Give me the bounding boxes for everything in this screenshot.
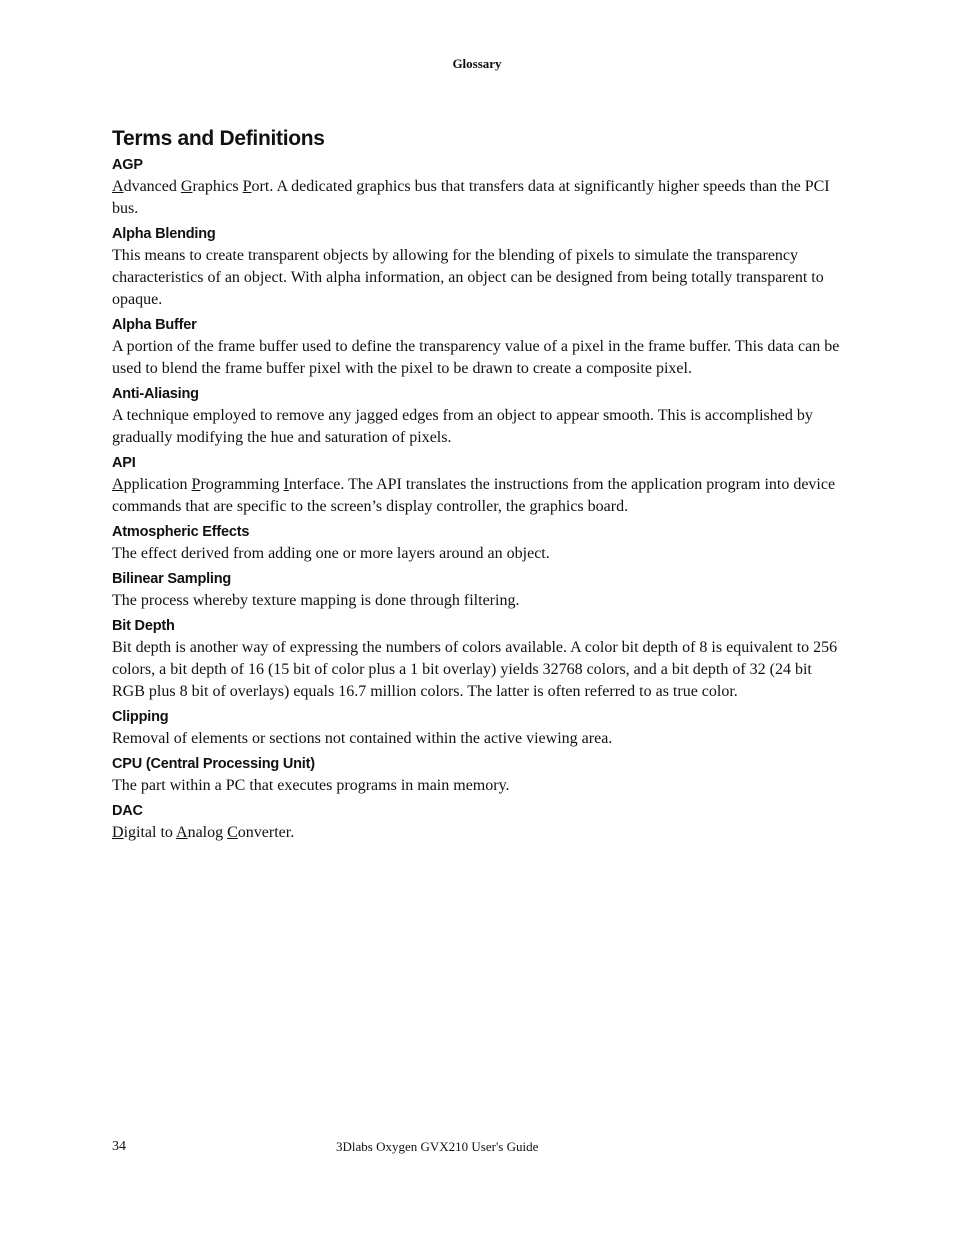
definition-text: nterface. The API translates the instructions from the application program into device commands that are specific to the screen’s display controller, the graphics board. xyxy=(112,476,836,515)
glossary-term: Bilinear Sampling xyxy=(112,571,232,587)
acronym-letter: P xyxy=(242,178,252,195)
acronym-letter: C xyxy=(227,824,238,841)
running-header xyxy=(0,56,954,72)
header-section-label: Glossary xyxy=(452,56,502,71)
glossary-definition xyxy=(112,590,842,612)
glossary-term: CPU (Central Processing Unit) xyxy=(112,756,315,772)
page-number: 34 xyxy=(112,1139,126,1154)
glossary-definition xyxy=(112,405,842,449)
guide-title: 3Dlabs Oxygen GVX210 User's Guide xyxy=(336,1139,539,1154)
definition-text: ort. A dedicated graphics bus that transfers data at significantly higher speeds than the PCI bus. xyxy=(112,178,830,217)
glossary-definition xyxy=(112,637,842,703)
acronym-letter: G xyxy=(180,178,193,195)
glossary-definition xyxy=(112,245,842,311)
acronym-letter: I xyxy=(283,476,289,493)
glossary-term: Clipping xyxy=(112,709,169,725)
definition-text: A portion of the frame buffer used to define the transparency value of a pixel in the frame buffer. This data can be used to blend the frame buffer pixel with the pixel to be drawn to create a composite pixel. xyxy=(112,338,840,377)
acronym-letter: A xyxy=(176,824,188,841)
glossary-definition xyxy=(112,176,842,220)
definition-text: A technique employed to remove any jagged edges from an object to appear smooth. This is accomplished by gradually modifying the hue and saturation of pixels. xyxy=(112,407,813,446)
definition-text: pplication xyxy=(123,476,192,493)
definition-text: The part within a PC that executes programs in main memory. xyxy=(112,777,510,794)
glossary-entries xyxy=(112,157,842,844)
acronym-letter: A xyxy=(112,178,124,195)
acronym-letter: P xyxy=(191,476,201,493)
definition-text: rogramming xyxy=(200,476,284,493)
glossary-definition xyxy=(112,543,842,565)
glossary-term: Atmospheric Effects xyxy=(112,524,250,540)
glossary-definition xyxy=(112,728,842,750)
glossary-term: Anti-Aliasing xyxy=(112,386,199,402)
definition-text: The process whereby texture mapping is done through filtering. xyxy=(112,592,520,609)
definition-text: raphics xyxy=(192,178,243,195)
glossary-definition xyxy=(112,336,842,380)
definition-text: The effect derived from adding one or more layers around an object. xyxy=(112,545,550,562)
glossary-term: Alpha Buffer xyxy=(112,317,197,333)
section-title: Terms and Definitions xyxy=(112,127,325,150)
glossary-term: AGP xyxy=(112,157,143,173)
definition-text: igital to xyxy=(123,824,177,841)
definition-text: Bit depth is another way of expressing the numbers of colors available. A color bit depth of 8 is equivalent to 256 colors, a bit depth of 16 (15 bit of color plus a 1 bit overlay) yields 32768 colors, and a bit depth of 32 (24 bit RGB plus 8 bit of overlays) equals 16.7 million colors. The latter is often referred to as true color. xyxy=(112,639,838,700)
glossary-term: API xyxy=(112,455,136,471)
glossary-definition xyxy=(112,775,842,797)
glossary-definition xyxy=(112,822,842,844)
definition-text: dvanced xyxy=(123,178,181,195)
definition-text: Removal of elements or sections not contained within the active viewing area. xyxy=(112,730,613,747)
definition-text: onverter. xyxy=(237,824,295,841)
glossary-definition xyxy=(112,474,842,518)
glossary-term: Alpha Blending xyxy=(112,226,216,242)
acronym-letter: A xyxy=(112,476,124,493)
acronym-letter: D xyxy=(112,824,124,841)
glossary-content xyxy=(112,127,842,846)
glossary-term: DAC xyxy=(112,803,143,819)
definition-text: nalog xyxy=(187,824,228,841)
definition-text: This means to create transparent objects by allowing for the blending of pixels to simulate the transparency characteristics of an object. With alpha information, an object can be designed from being totally transparent to opaque. xyxy=(112,247,824,308)
glossary-term: Bit Depth xyxy=(112,618,175,634)
